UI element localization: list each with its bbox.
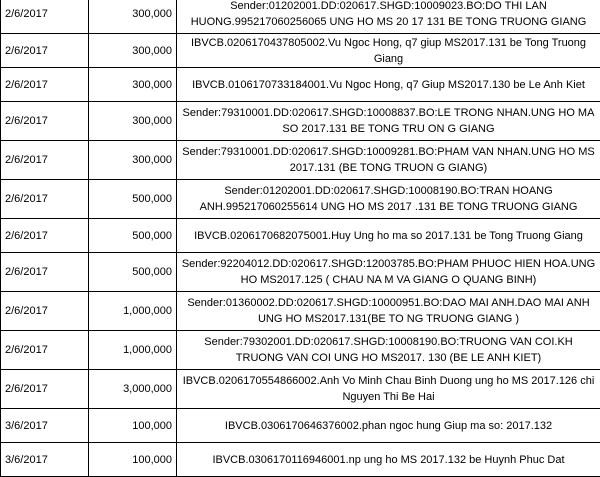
amount-cell: 500,000 [89,219,177,253]
date-cell: 2/6/2017 [1,102,89,141]
table-row [1,409,600,443]
amount-cell: 3,000,000 [89,370,177,409]
table-row [1,102,600,141]
description-cell: IBVCB.0306170116946001.np ung ho MS 2017.132 be Huynh Phuc Dat [177,443,600,477]
description-cell: Sender:79310001.DD:020617.SHGD:10009281.BO:PHAM VAN NHAN.UNG HO MS 2017.131 (BE TONG TRUON G GIANG) [177,141,600,180]
table-row [1,253,600,292]
date-cell: 2/6/2017 [1,141,89,180]
amount-cell: 100,000 [89,409,177,443]
description-cell: IBVCB.0206170554866002.Anh Vo Minh Chau Binh Duong ung ho MS 2017.126 chi Nguyen Thi Be Hai [177,370,600,409]
date-cell: 2/6/2017 [1,253,89,292]
date-cell: 3/6/2017 [1,443,89,477]
amount-cell: 500,000 [89,180,177,219]
description-cell: Sender:01202001.DD:020617.SHGD:10009023.BO:DO THI LAN HUONG.995217060256065 UNG HO MS 20 17 131 BE TONG TRUONG GIANG [177,0,600,34]
description-cell: Sender:92204012.DD:020617.SHGD:12003785.BO:PHAM PHUOC HIEN HOA.UNG HO MS2017.125 ( CHAU NA M VA GIANG O QUANG BINH) [177,253,600,292]
description-cell: IBVCB.0106170733184001.Vu Ngoc Hong, q7 Giup MS2017.130 be Le Anh Kiet [177,68,600,102]
description-cell: IBVCB.0206170682075001.Huy Ung ho ma so 2017.131 be Tong Truong Giang [177,219,600,253]
date-cell: 2/6/2017 [1,331,89,370]
table-row [1,292,600,331]
table-row [1,331,600,370]
date-cell: 2/6/2017 [1,0,89,34]
date-cell: 2/6/2017 [1,219,89,253]
date-cell: 2/6/2017 [1,68,89,102]
table-row [1,68,600,102]
amount-cell: 1,000,000 [89,331,177,370]
description-cell: Sender:01360002.DD:020617.SHGD:10000951.BO:DAO MAI ANH.DAO MAI ANH UNG HO MS2017.131(BE TO NG TRUONG GIANG ) [177,292,600,331]
amount-cell: 300,000 [89,141,177,180]
amount-cell: 300,000 [89,34,177,68]
amount-cell: 300,000 [89,102,177,141]
table-row [1,0,600,34]
amount-cell: 1,000,000 [89,292,177,331]
date-cell: 3/6/2017 [1,409,89,443]
table-row [1,180,600,219]
date-cell: 2/6/2017 [1,34,89,68]
description-cell: Sender:79302001.DD:020617.SHGD:10008190.BO:TRUONG VAN COI.KH TRUONG VAN COI UNG HO MS2017. 130 (BE LE ANH KIET) [177,331,600,370]
amount-cell: 300,000 [89,68,177,102]
date-cell: 2/6/2017 [1,292,89,331]
description-cell: IBVCB.0206170437805002.Vu Ngoc Hong, q7 giup MS2017.131 be Tong Truong Giang [177,34,600,68]
description-cell: Sender:01202001.DD:020617.SHGD:10008190.BO:TRAN HOANG ANH.995217060255614 UNG HO MS 2017 .131 BE TONG TRUONG GIANG [177,180,600,219]
description-cell: Sender:79310001.DD:020617.SHGD:10008837.BO:LE TRONG NHAN.UNG HO MA SO 2017.131 BE TONG TRU ON G GIANG [177,102,600,141]
date-cell: 2/6/2017 [1,180,89,219]
date-cell: 2/6/2017 [1,370,89,409]
table-row [1,443,600,477]
table-row [1,141,600,180]
table-row [1,34,600,68]
description-cell: IBVCB.0306170646376002.phan ngoc hung Giup ma so: 2017.132 [177,409,600,443]
amount-cell: 500,000 [89,253,177,292]
table-row [1,219,600,253]
amount-cell: 100,000 [89,443,177,477]
amount-cell: 300,000 [89,0,177,34]
table-row [1,370,600,409]
